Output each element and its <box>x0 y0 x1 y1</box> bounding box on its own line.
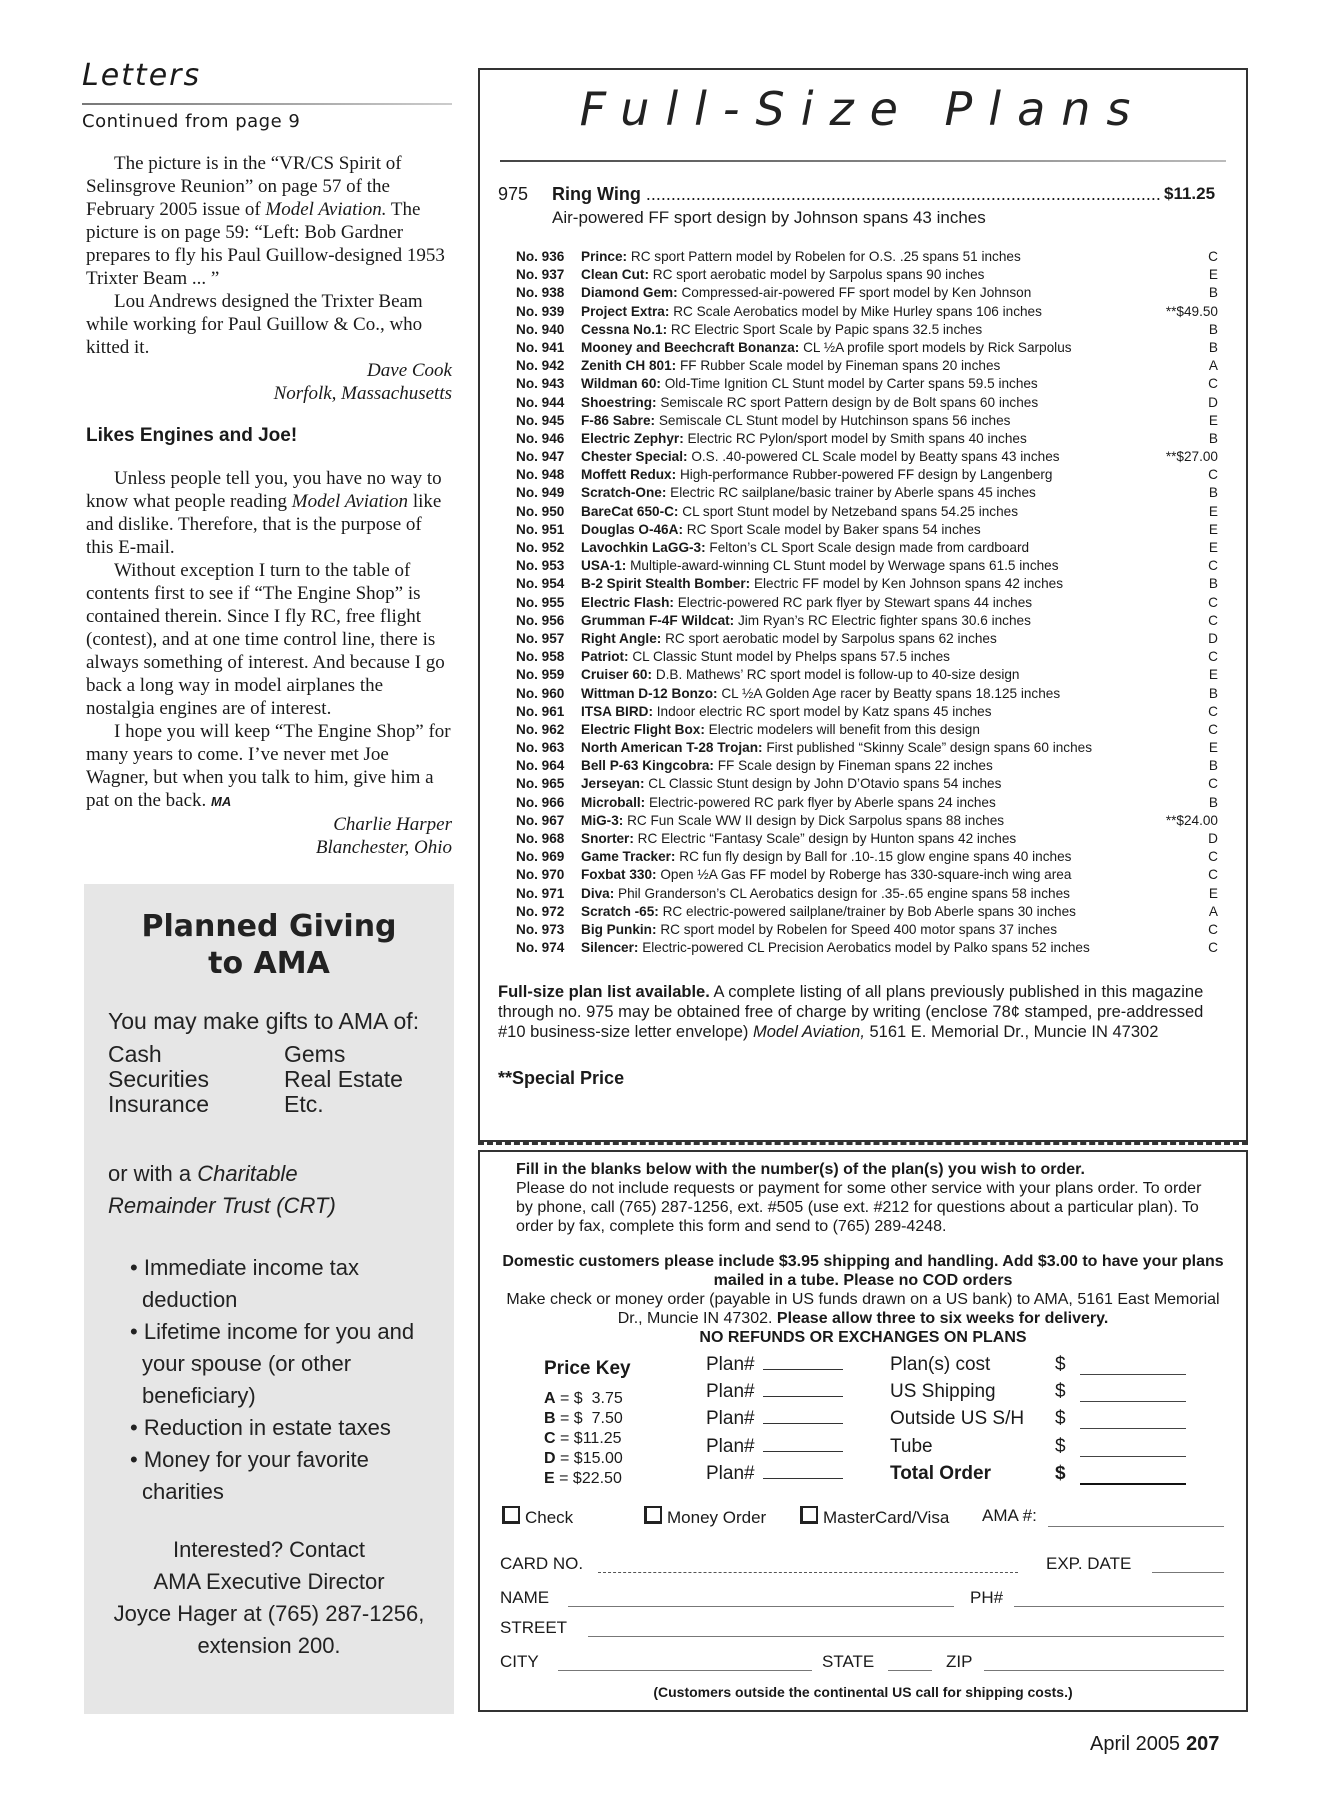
plan-number: No. 972 <box>516 903 565 919</box>
plan-desc: Old-Time Ignition CL Stunt model by Carter spans 59.5 inches <box>664 376 1038 392</box>
plan-number: No. 960 <box>516 685 565 701</box>
plan-number: No. 958 <box>516 649 565 665</box>
plan-desc: CL sport Stunt model by Netzeband spans 54.25 inches <box>682 503 1019 519</box>
plan-desc: Electric FF model by Ken Johnson spans 42 inches <box>753 576 1064 592</box>
name-label: NAME <box>500 1588 550 1607</box>
letter2-signature-name: Charlie Harper <box>333 814 452 835</box>
check-option[interactable]: Check <box>502 1506 573 1528</box>
plan-row <box>516 830 1216 848</box>
plan-price-key: E <box>1208 667 1218 683</box>
total-order-label: Total Order <box>890 1463 991 1484</box>
plan-name: Silencer: Electric-powered CL Precision Aerobatics model by Palko spans 52 inches <box>581 940 1090 956</box>
plan-price-key: B <box>1208 576 1218 592</box>
plan-desc: FF Scale design by Fineman spans 22 inches <box>717 758 993 774</box>
price-key-d: D = $15.00 <box>544 1450 623 1467</box>
cut-line <box>478 1142 1248 1145</box>
checkbox-icon[interactable] <box>502 1506 520 1524</box>
plan-name: Wildman 60: Old-Time Ignition CL Stunt model by Carter spans 59.5 inches <box>581 376 1038 392</box>
plan-desc: Phil Granderson’s CL Aerobatics design for .35-.65 engine spans 58 inches <box>618 885 1070 901</box>
plan-number: No. 949 <box>516 485 565 501</box>
plan-name: B-2 Spirit Stealth Bomber: Electric FF model by Ken Johnson spans 42 inches <box>581 576 1064 592</box>
letter2-para3: I hope you will keep “The Engine Shop” for many years to come. I’ve never met Joe Wagner, but when you talk to him, give him a pat on the back. MA <box>86 721 451 811</box>
plan-desc: RC sport model by Robelen for Speed 400 motor spans 37 inches <box>660 921 1058 937</box>
plan-number: No. 939 <box>516 303 565 319</box>
plan-desc: RC sport aerobatic model by Sarpolus spans 90 inches <box>652 267 985 283</box>
plan-price-key: D <box>1208 630 1218 646</box>
plan-desc: RC Scale Aerobatics model by Mike Hurley spans 106 inches <box>673 303 1042 319</box>
contact-info: Interested? Contact AMA Executive Director Joyce Hager at (765) 287-1256, extension 200. <box>113 1537 425 1658</box>
plan-number-field[interactable]: Plan# <box>706 1354 843 1376</box>
plan-price-key: C <box>1208 612 1218 628</box>
plan-name: Prince: RC sport Pattern model by Robelen for O.S. .25 spans 51 inches <box>581 249 1021 264</box>
plan-name: Scratch-One: Electric RC sailplane/basic trainer by Aberle spans 45 inches <box>581 485 1036 501</box>
price-key-e: E = $22.50 <box>544 1470 622 1487</box>
plan-desc: Compressed-air-powered FF sport model by Ken Johnson <box>681 285 1032 301</box>
plan-desc: Electric-powered RC park flyer by Stewart spans 44 inches <box>677 594 1033 610</box>
street-label: STREET <box>500 1618 568 1637</box>
total-order-field[interactable] <box>1080 1483 1186 1485</box>
plan-number: No. 943 <box>516 376 565 392</box>
plan-number: No. 971 <box>516 885 565 901</box>
gift-real-estate: Real Estate <box>284 1066 403 1092</box>
gift-securities: Securities <box>108 1066 209 1092</box>
plan-desc: RC sport aerobatic model by Sarpolus spans 62 inches <box>665 630 997 646</box>
plan-number: No. 956 <box>516 612 565 628</box>
plan-row <box>516 412 1216 430</box>
plan-desc: Semiscale CL Stunt model by Hutchinson spans 56 inches <box>658 412 1011 428</box>
dollar-sign: $ <box>1055 1354 1066 1375</box>
plan-desc: Multiple-award-winning CL Stunt model by Werwage spans 61.5 inches <box>630 558 1059 574</box>
plan-price-key: C <box>1208 776 1218 792</box>
shipping-info: Domestic customers please include $3.95 shipping and handling. Add $3.00 to have your plans mailed in a tube. Please no COD orders Make check or money order (payable in US funds drawn on a US bank) to AMA, 5161 East Memorial Dr., Muncie IN 47302. Please allow three to six weeks for delivery. NO REFUNDS OR EXCHANGES ON PLANS <box>502 1253 1224 1346</box>
plan-name: Lavochkin LaGG-3: Felton’s CL Sport Scale design made from cardboard <box>581 540 1030 555</box>
plans-title: Full-Size Plans <box>579 82 1147 136</box>
plan-name: North American T-28 Trojan: First published “Skinny Scale” design spans 60 inches <box>581 740 1092 756</box>
continued-note: Continued from page 9 <box>82 111 301 132</box>
plan-name: Right Angle: RC sport aerobatic model by Sarpolus spans 62 inches <box>581 630 997 646</box>
plan-name: Game Tracker: RC fun fly design by Ball for .10-.15 glow engine spans 40 inches <box>581 849 1072 865</box>
plans-cost-label: Plan(s) cost <box>890 1354 991 1375</box>
us-shipping-label: US Shipping <box>890 1381 996 1402</box>
plans-cost-field[interactable] <box>1080 1374 1186 1375</box>
plan-number: No. 944 <box>516 394 565 410</box>
plan-number: No. 945 <box>516 412 565 428</box>
plan-number: No. 954 <box>516 576 565 592</box>
plan-desc: Electric RC sailplane/basic trainer by Aberle spans 45 inches <box>670 485 1036 501</box>
plan-name: Electric Flight Box: Electric modelers will benefit from this design <box>581 721 980 737</box>
price-key-c: C = $11.25 <box>544 1430 622 1447</box>
plan-name: Zenith CH 801: FF Rubber Scale model by Fineman spans 20 inches <box>581 358 1001 374</box>
plan-row <box>516 448 1216 466</box>
plan-row <box>516 575 1216 593</box>
us-shipping-field[interactable] <box>1080 1401 1186 1402</box>
plan-number: No. 938 <box>516 285 565 301</box>
plan-price-key: E <box>1208 885 1218 901</box>
ama-number-label: AMA #: <box>982 1506 1037 1525</box>
plan-list <box>516 248 1216 957</box>
plan-price-key: **$49.50 <box>1165 303 1218 319</box>
name-field[interactable] <box>568 1606 954 1607</box>
plan-row <box>516 248 1216 266</box>
plan-number: No. 955 <box>516 594 565 610</box>
plan-row <box>516 866 1216 884</box>
plan-desc: O.S. .40-powered CL Scale model by Beatty spans 43 inches <box>691 449 1060 465</box>
plan-number: No. 937 <box>516 267 565 283</box>
benefit-item: • Money for your favorite charities <box>124 1444 444 1508</box>
dollar-sign: $ <box>1055 1381 1066 1402</box>
checkbox-icon[interactable] <box>644 1506 662 1524</box>
plan-price-key: B <box>1208 430 1218 446</box>
plan-row <box>516 321 1216 339</box>
tube-label: Tube <box>890 1436 933 1457</box>
plan-number: No. 948 <box>516 467 565 483</box>
tube-field[interactable] <box>1080 1456 1186 1457</box>
plan-price-key: E <box>1208 412 1218 428</box>
exp-date-field[interactable] <box>1152 1572 1224 1573</box>
plan-name: Electric Flash: Electric-powered RC park flyer by Stewart spans 44 inches <box>581 594 1033 610</box>
plan-name: BareCat 650-C: CL sport Stunt model by Netzeband spans 54.25 inches <box>581 503 1019 519</box>
plan-row <box>516 885 1216 903</box>
plan-row <box>516 648 1216 666</box>
plan-number: No. 957 <box>516 630 565 646</box>
plan-name: F-86 Sabre: Semiscale CL Stunt model by Hutchinson spans 56 inches <box>581 412 1011 428</box>
plan-desc: RC sport Pattern model by Robelen for O.S. .25 spans 51 inches <box>630 249 1021 264</box>
plan-desc: CL ½A profile sport models by Rick Sarpolus <box>803 339 1072 355</box>
plan-row <box>516 939 1216 957</box>
plan-name: Shoestring: Semiscale RC sport Pattern design by de Bolt spans 60 inches <box>581 394 1039 410</box>
plan-number-field[interactable]: Plan# <box>706 1463 843 1485</box>
special-price-note: **Special Price <box>498 1068 625 1088</box>
plan-price-key: B <box>1208 321 1218 337</box>
plan-number: No. 969 <box>516 849 565 865</box>
plan-name: Electric Zephyr: Electric RC Pylon/sport model by Smith spans 40 inches <box>581 430 1027 446</box>
plan-price-key: D <box>1208 394 1218 410</box>
plan-name: ITSA BIRD: Indoor electric RC sport model by Katz spans 45 inches <box>581 703 992 719</box>
plan-row <box>516 903 1216 921</box>
plan-row <box>516 703 1216 721</box>
plan-price-key: E <box>1208 540 1218 555</box>
state-field[interactable] <box>888 1670 932 1671</box>
plan-row <box>516 921 1216 939</box>
plan-desc: D.B. Mathews’ RC sport model is follow-up to 40-size design <box>655 667 1020 683</box>
plan-price-key: C <box>1208 703 1218 719</box>
plan-price-key: **$24.00 <box>1165 812 1218 828</box>
letter1-signature-place: Norfolk, Massachusetts <box>273 383 452 404</box>
plan-desc: RC Electric “Fantasy Scale” design by Hunton spans 42 inches <box>637 831 1017 846</box>
exp-date-label: EXP. DATE <box>1046 1554 1132 1573</box>
benefit-item: • Immediate income tax deduction <box>124 1252 444 1316</box>
plan-number: No. 941 <box>516 339 565 355</box>
plan-number: No. 961 <box>516 703 565 719</box>
plan-number: No. 973 <box>516 921 565 937</box>
plan-row <box>516 339 1216 357</box>
plan-name: Wittman D-12 Bonzo: CL ½A Golden Age racer by Beatty spans 18.125 inches <box>581 685 1061 701</box>
crt-note: or with a Charitable Remainder Trust (CRT) <box>108 1161 336 1218</box>
plan-row <box>516 757 1216 775</box>
card-number-field[interactable] <box>598 1572 1018 1573</box>
gift-cash: Cash <box>108 1041 162 1067</box>
plan-row <box>516 430 1216 448</box>
plan-price-key: C <box>1208 921 1218 937</box>
plan-desc: RC fun fly design by Ball for .10-.15 glow engine spans 40 inches <box>679 849 1072 865</box>
price-key-a: A = $ 3.75 <box>544 1390 623 1407</box>
order-instructions: Fill in the blanks below with the number(s) of the plan(s) you wish to order. Please do not include requests or payment for some other service with your plans order. To order by phone, call (765) 287-1256, ext. #505 (use ext. #212 for questions about a particular plan). To order by fax, complete this form and send to (765) 289-4248. <box>516 1161 1202 1235</box>
letter2-signature-place: Blanchester, Ohio <box>315 837 452 858</box>
plan-price-key: A <box>1208 358 1218 374</box>
plan-number: No. 967 <box>516 812 565 828</box>
letter1-para1: The picture is in the “VR/CS Spirit of Selinsgrove Reunion” on page 57 of the February 2005 issue of Model Aviation. The picture is on page 59: “Left: Bob Gardner prepares to fly his Paul Guillow-designed 1953 Trixter Beam ... ” <box>86 153 445 289</box>
plan-price-key: B <box>1208 685 1218 701</box>
section-title: Letters <box>82 58 202 93</box>
plan-price-key: E <box>1208 740 1218 756</box>
plan-row <box>516 721 1216 739</box>
plan-row <box>516 775 1216 793</box>
plan-name: Diva: Phil Granderson’s CL Aerobatics design for .35-.65 engine spans 58 inches <box>581 885 1070 901</box>
plan-number: No. 966 <box>516 794 565 810</box>
plan-price-key: C <box>1208 721 1218 737</box>
plan-row <box>516 539 1216 557</box>
plan-row <box>516 357 1216 375</box>
letter1-para2: Lou Andrews designed the Trixter Beam while working for Paul Guillow & Co., who kitted it. <box>86 291 423 358</box>
plan-row <box>516 375 1216 393</box>
plan-row <box>516 394 1216 412</box>
plan-number: No. 970 <box>516 867 565 883</box>
plan-desc: Electric-powered RC park flyer by Aberle spans 24 inches <box>648 794 996 810</box>
plan-number: No. 962 <box>516 721 565 737</box>
plan-price-key: E <box>1208 503 1218 519</box>
plan-number-field[interactable]: Plan# <box>706 1436 843 1458</box>
plan-price-key: C <box>1208 249 1218 264</box>
plan-row <box>516 794 1216 812</box>
plan-number: No. 959 <box>516 667 565 683</box>
plan-row <box>516 812 1216 830</box>
plan-name: Bell P-63 Kingcobra: FF Scale design by Fineman spans 22 inches <box>581 758 993 774</box>
plan-desc: RC Sport Scale model by Baker spans 54 inches <box>686 521 981 537</box>
plan-row <box>516 557 1216 575</box>
letter2-para2: Without exception I turn to the table of contents first to see if “The Engine Shop” is contained therein. Since I fly RC, free flight (contest), and at one time control line, there is always something of interest. And because I go back a long way in model airplanes the nostalgia engines are of interest. <box>86 560 445 719</box>
plan-desc: Electric RC Pylon/sport model by Smith spans 40 inches <box>687 430 1027 446</box>
zip-label: ZIP <box>946 1652 973 1671</box>
plan-desc: Semiscale RC sport Pattern design by de Bolt spans 60 inches <box>660 394 1039 410</box>
plan-price-key: C <box>1208 849 1218 865</box>
planned-giving-box <box>84 884 454 1714</box>
plans-rule <box>500 160 1226 162</box>
featured-plan-name: Ring Wing ..... <box>552 184 1162 205</box>
street-field[interactable] <box>588 1636 1224 1637</box>
checkbox-icon[interactable] <box>800 1506 818 1524</box>
zip-field[interactable] <box>984 1670 1224 1671</box>
phone-field[interactable] <box>1014 1606 1224 1607</box>
plan-number: No. 965 <box>516 776 565 792</box>
mastercard-visa-option[interactable]: MasterCard/Visa <box>800 1506 949 1528</box>
plan-name: Chester Special: O.S. .40-powered CL Scale model by Beatty spans 43 inches <box>581 449 1060 465</box>
plan-desc: RC Fun Scale WW II design by Dick Sarpolus spans 88 inches <box>627 812 1005 828</box>
city-field[interactable] <box>558 1670 812 1671</box>
plan-number: No. 946 <box>516 430 565 446</box>
plan-name: Scratch -65: RC electric-powered sailplane/trainer by Bob Aberle spans 30 inches <box>581 903 1076 919</box>
plan-number: No. 963 <box>516 740 565 756</box>
plan-row <box>516 630 1216 648</box>
plan-row <box>516 484 1216 502</box>
plan-desc: CL Classic Stunt model by Phelps spans 57.5 inches <box>632 649 950 665</box>
plan-number: No. 951 <box>516 521 565 537</box>
plan-row <box>516 848 1216 866</box>
plan-price-key: E <box>1208 521 1218 537</box>
plan-number: No. 947 <box>516 449 565 465</box>
plan-number: No. 953 <box>516 558 565 574</box>
section-rule <box>82 103 452 105</box>
plan-row <box>516 266 1216 284</box>
featured-plan-price: $11.25 <box>1164 184 1216 203</box>
ama-number-field[interactable] <box>1048 1526 1224 1527</box>
plan-number: No. 974 <box>516 940 565 956</box>
plan-row <box>516 303 1216 321</box>
dollar-sign: $ <box>1055 1463 1066 1484</box>
plan-price-key: B <box>1208 285 1218 301</box>
plan-desc: CL Classic Stunt design by John D’Otavio spans 54 inches <box>648 776 1002 792</box>
plan-name: Moffett Redux: High-performance Rubber-powered FF design by Langenberg <box>581 467 1053 483</box>
gift-etc: Etc. <box>284 1091 324 1117</box>
plan-list-availability: Full-size plan list available. A complete listing of all plans previously published in this magazine through no. 975 may be obtained free of charge by writing (enclose 78¢ stamped, pre-addressed #10 business-size letter envelope) Model Aviation, 5161 E. Memorial Dr., Muncie IN 47302 <box>498 983 1204 1041</box>
outside-us-sh-field[interactable] <box>1080 1428 1186 1429</box>
plan-desc: Indoor electric RC sport model by Katz spans 45 inches <box>656 703 992 719</box>
letter2-heading: Likes Engines and Joe! <box>86 425 298 446</box>
plan-row <box>516 739 1216 757</box>
plan-row <box>516 503 1216 521</box>
plan-price-key: B <box>1208 794 1218 810</box>
plan-row <box>516 666 1216 684</box>
plan-price-key: A <box>1208 903 1218 919</box>
benefits-list <box>124 1252 444 1508</box>
plan-name: USA-1: Multiple-award-winning CL Stunt model by Werwage spans 61.5 inches <box>581 558 1059 574</box>
plan-name: Foxbat 330: Open ½A Gas FF model by Roberge has 330-square-inch wing area <box>581 867 1072 883</box>
outside-us-note: (Customers outside the continental US call for shipping costs.) <box>653 1684 1073 1700</box>
price-key-title: Price Key <box>544 1358 631 1379</box>
plan-desc: First published “Skinny Scale” design spans 60 inches <box>766 740 1092 756</box>
plan-price-key: C <box>1208 594 1218 610</box>
plan-number: No. 950 <box>516 503 565 519</box>
plan-price-key: B <box>1208 339 1218 355</box>
dollar-sign: $ <box>1055 1436 1066 1457</box>
plan-number: No. 942 <box>516 358 565 374</box>
letter2-para1: Unless people tell you, you have no way to know what people reading Model Aviation like and dislike. Therefore, that is the purpose of this E-mail. <box>86 468 442 558</box>
benefit-item: • Reduction in estate taxes <box>124 1412 444 1444</box>
plan-price-key: C <box>1208 649 1218 665</box>
plan-name: Clean Cut: RC sport aerobatic model by Sarpolus spans 90 inches <box>581 267 985 283</box>
plan-row <box>516 284 1216 302</box>
order-form <box>478 1150 1248 1712</box>
plan-name: Microball: Electric-powered RC park flyer by Aberle spans 24 inches <box>581 794 996 810</box>
plan-desc: Electric-powered CL Precision Aerobatics model by Palko spans 52 inches <box>642 940 1090 956</box>
gift-insurance: Insurance <box>108 1091 210 1117</box>
city-label: CITY <box>500 1652 539 1671</box>
phone-label: PH# <box>970 1588 1004 1607</box>
plan-desc: High-performance Rubber-powered FF design by Langenberg <box>679 467 1053 483</box>
gift-gems: Gems <box>284 1041 346 1067</box>
plan-row <box>516 521 1216 539</box>
plan-number: No. 968 <box>516 831 565 846</box>
plan-row <box>516 466 1216 484</box>
plan-price-key: B <box>1208 485 1218 501</box>
plan-desc: RC Electric Sport Scale by Papic spans 32.5 inches <box>670 321 983 337</box>
plan-number: No. 952 <box>516 540 565 555</box>
featured-plan-number: 975 <box>498 184 529 204</box>
plan-desc: Electric modelers will benefit from this design <box>708 721 980 737</box>
letter1-signature-name: Dave Cook <box>367 360 452 381</box>
letter-charlie-harper <box>86 467 452 859</box>
plan-price-key: C <box>1208 376 1218 392</box>
plan-name: Diamond Gem: Compressed-air-powered FF sport model by Ken Johnson <box>581 285 1032 301</box>
featured-plan-desc: Air-powered FF sport design by Johnson spans 43 inches <box>552 208 986 227</box>
page-number: 207 <box>1186 1733 1220 1755</box>
plan-number: No. 964 <box>516 758 565 774</box>
plan-name: MiG-3: RC Fun Scale WW II design by Dick Sarpolus spans 88 inches <box>581 812 1005 828</box>
plan-name: Cessna No.1: RC Electric Sport Scale by Papic spans 32.5 inches <box>581 321 983 337</box>
plan-row <box>516 685 1216 703</box>
money-order-option[interactable]: Money Order <box>644 1506 766 1528</box>
plan-desc: Jim Ryan’s RC Electric fighter spans 30.6 inches <box>737 612 1031 628</box>
full-size-plans-box <box>478 68 1248 1142</box>
plan-number-field[interactable]: Plan# <box>706 1408 843 1430</box>
plan-desc: Felton’s CL Sport Scale design made from cardboard <box>709 540 1030 555</box>
plan-price-key: **$27.00 <box>1165 449 1218 465</box>
plan-price-key: E <box>1208 267 1218 283</box>
plan-name: Project Extra: RC Scale Aerobatics model by Mike Hurley spans 106 inches <box>581 303 1042 319</box>
letter-dave-cook <box>86 152 452 405</box>
plan-desc: FF Rubber Scale model by Fineman spans 20 inches <box>679 358 1001 374</box>
plan-row <box>516 594 1216 612</box>
ma-logo: MA <box>211 794 232 809</box>
plan-desc: Open ½A Gas FF model by Roberge has 330-square-inch wing area <box>660 867 1072 883</box>
plan-number-field[interactable]: Plan# <box>706 1381 843 1403</box>
plan-price-key: C <box>1208 940 1218 956</box>
plan-price-key: C <box>1208 467 1218 483</box>
plan-name: Douglas O-46A: RC Sport Scale model by Baker spans 54 inches <box>581 521 981 537</box>
plan-name: Grumman F-4F Wildcat: Jim Ryan’s RC Electric fighter spans 30.6 inches <box>581 612 1031 628</box>
benefit-item: • Lifetime income for you and your spouse (or other beneficiary) <box>124 1316 444 1412</box>
page-footer: April 2005 207 <box>1090 1733 1220 1755</box>
plan-name: Patriot: CL Classic Stunt model by Phelps spans 57.5 inches <box>581 649 950 665</box>
state-label: STATE <box>822 1652 875 1671</box>
plan-name: Snorter: RC Electric “Fantasy Scale” design by Hunton spans 42 inches <box>581 831 1017 846</box>
plan-number: No. 936 <box>516 249 565 264</box>
plan-name: Cruiser 60: D.B. Mathews’ RC sport model is follow-up to 40-size design <box>581 667 1020 683</box>
plan-name: Big Punkin: RC sport model by Robelen for Speed 400 motor spans 37 inches <box>581 921 1058 937</box>
plan-price-key: B <box>1208 758 1218 774</box>
plan-name: Mooney and Beechcraft Bonanza: CL ½A profile sport models by Rick Sarpolus <box>581 339 1072 355</box>
plan-desc: CL ½A Golden Age racer by Beatty spans 18.125 inches <box>721 685 1061 701</box>
giving-title: Planned Giving to AMA <box>141 909 397 981</box>
card-number-label: CARD NO. <box>500 1554 584 1573</box>
plan-row <box>516 612 1216 630</box>
dollar-sign: $ <box>1055 1408 1066 1429</box>
price-key-b: B = $ 7.50 <box>544 1410 623 1427</box>
plan-price-key: D <box>1208 831 1218 846</box>
plan-price-key: C <box>1208 558 1218 574</box>
plan-name: Jerseyan: CL Classic Stunt design by John D’Otavio spans 54 inches <box>581 776 1002 792</box>
outside-us-sh-label: Outside US S/H <box>890 1408 1025 1429</box>
plan-price-key: C <box>1208 867 1218 883</box>
giving-intro: You may make gifts to AMA of: <box>108 1008 420 1034</box>
plan-desc: RC electric-powered sailplane/trainer by Bob Aberle spans 30 inches <box>662 903 1076 919</box>
plan-number: No. 940 <box>516 321 565 337</box>
